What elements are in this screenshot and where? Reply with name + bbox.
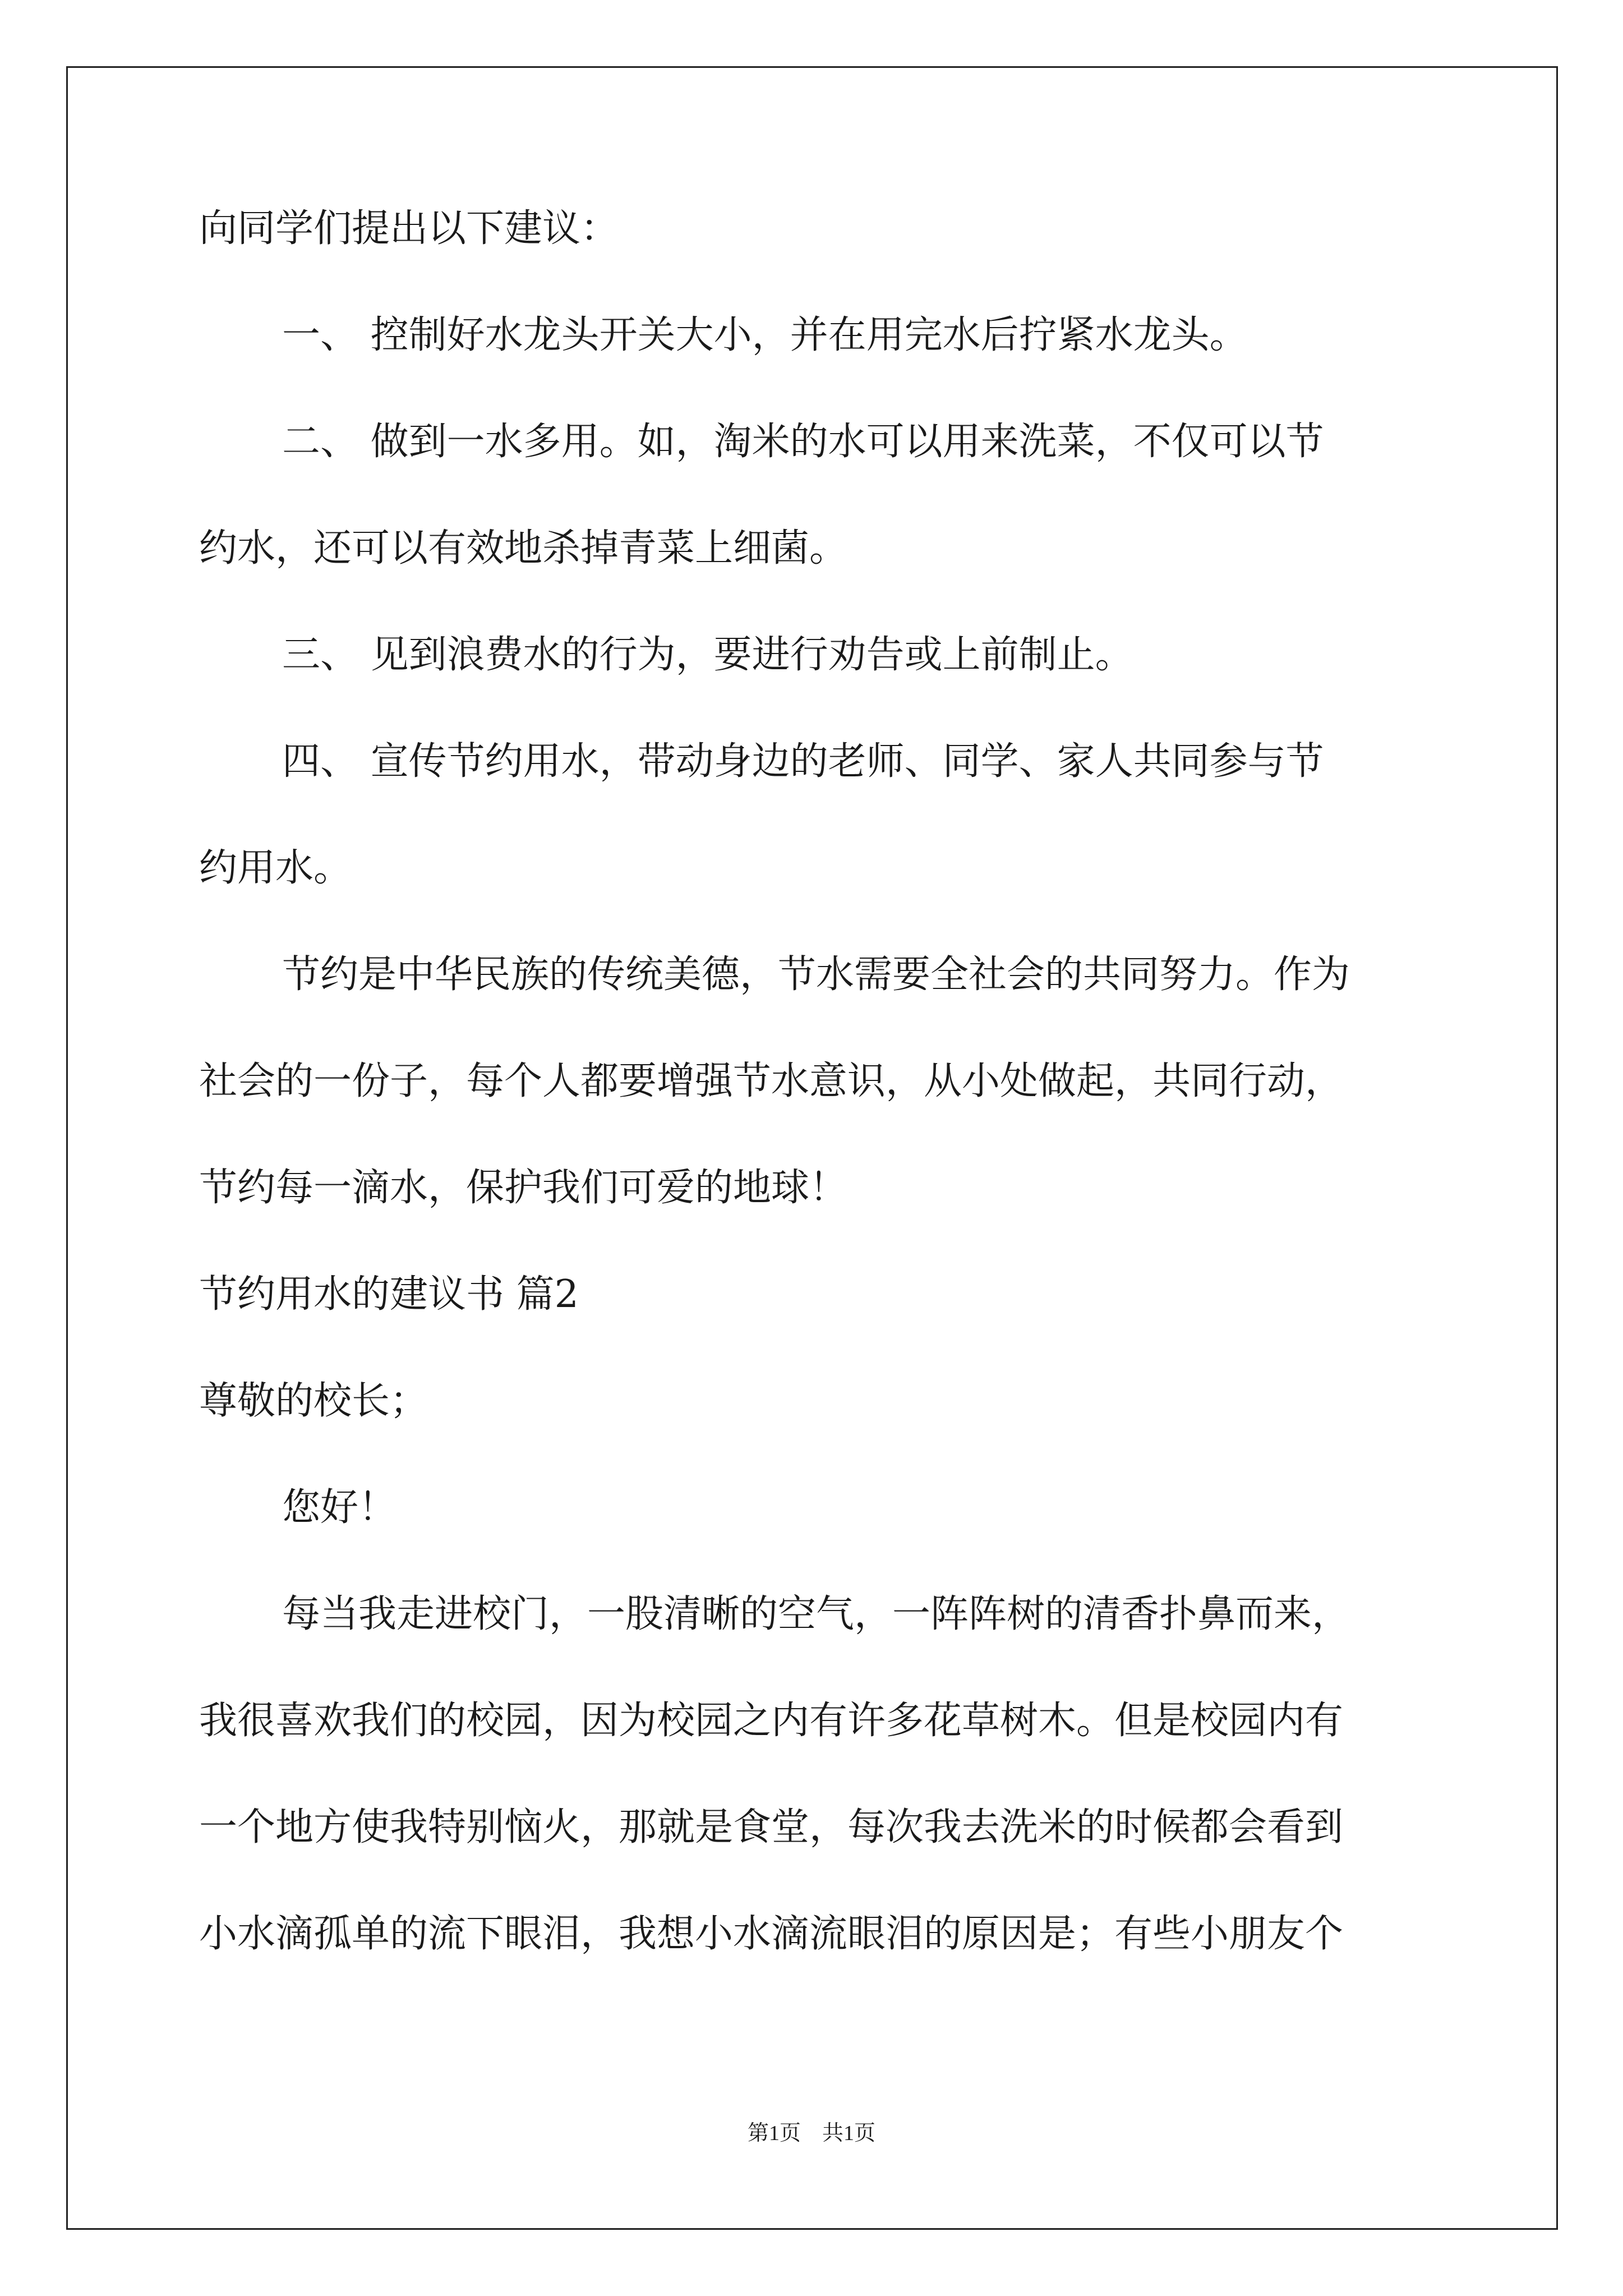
page-footer: 第1页 共1页 xyxy=(747,2122,875,2145)
salutation: 尊敬的校长； xyxy=(199,1379,428,1423)
text-line: 二、 做到一水多用。如，淘米的水可以用来洗菜，不仅可以节 xyxy=(282,420,1324,464)
text-line: 一个地方使我特别恼火，那就是食堂，每次我去洗米的时候都会看到 xyxy=(199,1805,1344,1849)
greeting: 您好！ xyxy=(282,1485,397,1530)
text-line: 社会的一份子，每个人都要增强节水意识，从小处做起，共同行动， xyxy=(199,1059,1344,1103)
text-line: 约水，还可以有效地杀掉青菜上细菌。 xyxy=(199,526,848,570)
text-line: 向同学们提出以下建议： xyxy=(199,206,619,251)
text-line: 小水滴孤单的流下眼泪，我想小水滴流眼泪的原因是；有些小朋友个 xyxy=(199,1912,1344,1956)
text-line: 节约是中华民族的传统美德，节水需要全社会的共同努力。作为 xyxy=(282,953,1350,997)
text-line: 节约每一滴水，保护我们可爱的地球！ xyxy=(199,1166,848,1210)
page-border xyxy=(66,66,1558,2230)
section-heading: 节约用水的建议书 篇2 xyxy=(199,1272,579,1317)
text-line: 每当我走进校门，一股清晰的空气，一阵阵树的清香扑鼻而来， xyxy=(282,1592,1350,1636)
text-line: 我很喜欢我们的校园，因为校园之内有许多花草树木。但是校园内有 xyxy=(199,1699,1344,1743)
text-line: 一、 控制好水龙头开关大小，并在用完水后拧紧水龙头。 xyxy=(282,313,1248,357)
text-line: 三、 见到浪费水的行为，要进行劝告或上前制止。 xyxy=(282,633,1133,677)
text-line: 四、 宣传节约用水，带动身边的老师、同学、家人共同参与节 xyxy=(282,739,1324,784)
text-line: 约用水。 xyxy=(199,846,352,890)
